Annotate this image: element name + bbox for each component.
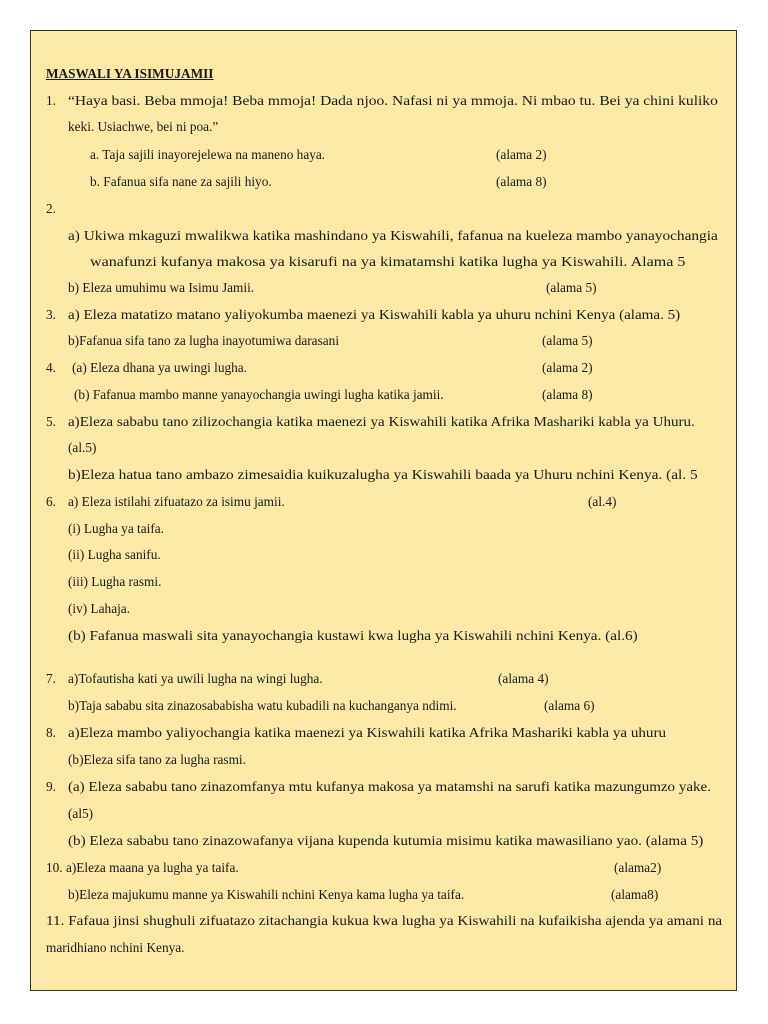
q1a-marks: (alama 2) xyxy=(496,147,547,162)
q1b-marks: (alama 8) xyxy=(496,174,547,189)
q9a-line-1: (a) Eleza sababu tano zinazomfanya mtu kufanya makosa ya matamshi na sarufi katika mazungumzo yake. xyxy=(68,779,711,794)
q1b: b. Fafanua sifa nane za sajili hiyo. xyxy=(90,174,272,189)
q4b: (b) Fafanua mambo manne yanayochangia uwingi lugha katika jamii. xyxy=(74,387,444,402)
q6a-item-ii: (ii) Lugha sanifu. xyxy=(68,547,161,562)
q3b-marks: (alama 5) xyxy=(542,333,593,348)
q6a: a) Eleza istilahi zifuatazo za isimu jamii. xyxy=(68,494,285,509)
page-title: MASWALI YA ISIMUJAMII xyxy=(46,66,214,81)
q2a-line-2: wanafunzi kufanya makosa ya kisarufi na ya kimatamshi katika lugha ya Kiswahili. Alama 5 xyxy=(90,254,686,269)
q4a-marks: (alama 2) xyxy=(542,360,593,375)
q5b: b)Eleza hatua tano ambazo zimesaidia kuikuzalugha ya Kiswahili baada ya Uhuru nchini Kenya. (al. 5 xyxy=(68,467,698,482)
q9-num: 9. xyxy=(46,779,56,794)
q6b: (b) Fafanua maswali sita yanayochangia kustawi kwa lugha ya Kiswahili nchini Kenya. (al.6) xyxy=(68,628,638,643)
q2b: b) Eleza umuhimu wa Isimu Jamii. xyxy=(68,280,255,295)
q10b: b)Eleza majukumu manne ya Kiswahili nchini Kenya kama lugha ya taifa. xyxy=(68,887,465,902)
q9a-line-2: (al5) xyxy=(68,806,94,821)
q5-num: 5. xyxy=(46,414,56,429)
question-sheet xyxy=(30,30,737,991)
q9b: (b) Eleza sababu tano zinazowafanya vijana kupenda kutumia misimu katika mawasiliano yao. (alama 5) xyxy=(68,833,704,848)
q7a-marks: (alama 4) xyxy=(498,671,549,686)
q7b: b)Taja sababu sita zinazosababisha watu kubadili na kuchanganya ndimi. xyxy=(68,698,457,713)
q7-num: 7. xyxy=(46,671,56,686)
q1-text-2: keki. Usiachwe, bei ni poa.” xyxy=(68,119,219,134)
q6a-item-i: (i) Lugha ya taifa. xyxy=(68,521,164,536)
q7a: a)Tofautisha kati ya uwili lugha na wingi lugha. xyxy=(68,671,323,686)
q6a-marks: (al.4) xyxy=(588,494,617,509)
q7b-marks: (alama 6) xyxy=(544,698,595,713)
q2b-marks: (alama 5) xyxy=(546,280,597,295)
q3a: a) Eleza matatizo matano yaliyokumba maenezi ya Kiswahili kabla ya uhuru nchini Kenya (alama. 5) xyxy=(68,307,681,322)
q10a: 10. a)Eleza maana ya lugha ya taifa. xyxy=(46,860,239,875)
q2a-line-1: a) Ukiwa mkaguzi mwalikwa katika mashindano ya Kiswahili, fafanua na kueleza mambo yanayochangia xyxy=(68,228,718,243)
q8a: a)Eleza mambo yaliyochangia katika maenezi ya Kiswahili katika Afrika Mashariki kabla ya uhuru xyxy=(68,725,666,740)
q6-num: 6. xyxy=(46,494,56,509)
q11-line-1: 11. Fafaua jinsi shughuli zifuatazo zitachangia kukua kwa lugha ya Kiswahili na kufaikisha ajenda ya amani na xyxy=(46,913,723,928)
q1-num: 1. xyxy=(46,93,56,108)
q11-line-2: maridhiano nchini Kenya. xyxy=(46,940,185,955)
q6a-item-iii: (iii) Lugha rasmi. xyxy=(68,574,162,589)
q10b-marks: (alama8) xyxy=(611,887,659,902)
q5a-line-1: a)Eleza sababu tano zilizochangia katika maenezi ya Kiswahili katika Afrika Mashariki kabla ya Uhuru. xyxy=(68,414,695,429)
q5a-line-2: (al.5) xyxy=(68,440,97,455)
q3b: b)Fafanua sifa tano za lugha inayotumiwa darasani xyxy=(68,333,340,348)
q10a-marks: (alama2) xyxy=(614,860,662,875)
q6a-item-iv: (iv) Lahaja. xyxy=(68,601,131,616)
q2-num: 2. xyxy=(46,201,56,216)
q1a: a. Taja sajili inayorejelewa na maneno haya. xyxy=(90,147,326,162)
q3-num: 3. xyxy=(46,307,56,322)
q8-num: 8. xyxy=(46,725,56,740)
q1-text-1: “Haya basi. Beba mmoja! Beba mmoja! Dada njoo. Nafasi ni ya mmoja. Ni mbao tu. Bei ya chini kuliko xyxy=(68,93,718,108)
q4-num: 4. xyxy=(46,360,56,375)
q4b-marks: (alama 8) xyxy=(542,387,593,402)
q4a: (a) Eleza dhana ya uwingi lugha. xyxy=(72,360,248,375)
q8b: (b)Eleza sifa tano za lugha rasmi. xyxy=(68,752,246,767)
